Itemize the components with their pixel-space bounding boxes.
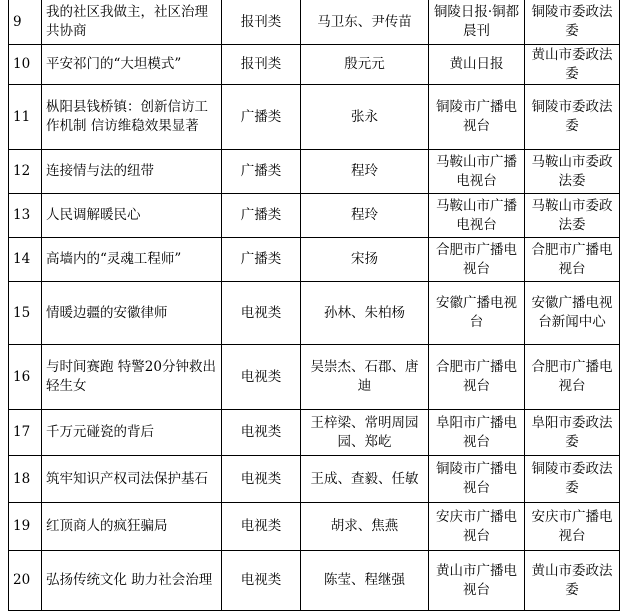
table-row	[9, 194, 620, 238]
recommending-unit: 合肥市广播电视台	[525, 238, 620, 282]
publishing-media: 黄山市广播电视台	[429, 551, 525, 611]
row-number: 19	[9, 503, 42, 551]
work-category: 电视类	[222, 282, 301, 345]
work-category: 电视类	[222, 456, 301, 503]
publishing-media: 铜陵市广播电视台	[429, 85, 525, 150]
table-row	[9, 345, 620, 410]
row-number: 11	[9, 85, 42, 150]
publishing-media: 阜阳市广播电视台	[429, 410, 525, 456]
work-author: 张永	[301, 85, 429, 150]
row-number: 9	[9, 0, 42, 45]
work-author: 殷元元	[301, 45, 429, 85]
table-row	[9, 282, 620, 345]
row-number: 12	[9, 150, 42, 194]
publishing-media: 安徽广播电视台	[429, 282, 525, 345]
recommending-unit: 黄山市委政法委	[525, 551, 620, 611]
table-row	[9, 503, 620, 551]
work-category: 电视类	[222, 345, 301, 410]
work-title: 我的社区我做主，社区治理共协商	[42, 0, 222, 45]
recommending-unit: 安徽广播电视台新闻中心	[525, 282, 620, 345]
work-author: 胡求、焦燕	[301, 503, 429, 551]
recommending-unit: 安庆市广播电视台	[525, 503, 620, 551]
row-number: 20	[9, 551, 42, 611]
publishing-media: 黄山日报	[429, 45, 525, 85]
row-number: 16	[9, 345, 42, 410]
work-author: 马卫东、尹传苗	[301, 0, 429, 45]
table-row	[9, 150, 620, 194]
row-number: 10	[9, 45, 42, 85]
row-number: 18	[9, 456, 42, 503]
table-row	[9, 551, 620, 611]
work-title: 人民调解暖民心	[42, 194, 222, 238]
work-author: 王成、查毅、任敏	[301, 456, 429, 503]
work-title: 与时间赛跑 特警20分钟救出轻生女	[42, 345, 222, 410]
work-category: 报刊类	[222, 0, 301, 45]
table-row	[9, 85, 620, 150]
work-author: 程玲	[301, 194, 429, 238]
work-title: 枞阳县钱桥镇：创新信访工作机制 信访维稳效果显著	[42, 85, 222, 150]
work-author: 孙林、朱柏杨	[301, 282, 429, 345]
work-category: 报刊类	[222, 45, 301, 85]
recommending-unit: 铜陵市委政法委	[525, 456, 620, 503]
work-category: 广播类	[222, 85, 301, 150]
table-row	[9, 410, 620, 456]
publishing-media: 铜陵市广播电视台	[429, 456, 525, 503]
work-author: 宋扬	[301, 238, 429, 282]
recommending-unit: 黄山市委政法委	[525, 45, 620, 85]
publishing-media: 合肥市广播电视台	[429, 345, 525, 410]
table-row	[9, 0, 620, 45]
recommending-unit: 铜陵市委政法委	[525, 0, 620, 45]
work-title: 弘扬传统文化 助力社会治理	[42, 551, 222, 611]
work-category: 广播类	[222, 150, 301, 194]
work-title: 千万元碰瓷的背后	[42, 410, 222, 456]
table-row	[9, 238, 620, 282]
work-author: 吴崇杰、石郡、唐迪	[301, 345, 429, 410]
publishing-media: 安庆市广播电视台	[429, 503, 525, 551]
row-number: 14	[9, 238, 42, 282]
work-author: 王梓梁、常明周园园、郑屹	[301, 410, 429, 456]
work-title: 连接情与法的纽带	[42, 150, 222, 194]
award-list-table	[8, 0, 620, 611]
work-category: 电视类	[222, 551, 301, 611]
work-title: 红顶商人的疯狂骗局	[42, 503, 222, 551]
row-number: 15	[9, 282, 42, 345]
work-category: 广播类	[222, 238, 301, 282]
table-row	[9, 45, 620, 85]
work-title: 情暖边疆的安徽律师	[42, 282, 222, 345]
work-title: 筑牢知识产权司法保护基石	[42, 456, 222, 503]
row-number: 13	[9, 194, 42, 238]
recommending-unit: 合肥市广播电视台	[525, 345, 620, 410]
work-author: 陈莹、程继强	[301, 551, 429, 611]
publishing-media: 马鞍山市广播电视台	[429, 194, 525, 238]
work-category: 电视类	[222, 410, 301, 456]
work-author: 程玲	[301, 150, 429, 194]
recommending-unit: 马鞍山市委政法委	[525, 150, 620, 194]
publishing-media: 马鞍山市广播电视台	[429, 150, 525, 194]
work-title: 高墙内的“灵魂工程师”	[42, 238, 222, 282]
work-category: 广播类	[222, 194, 301, 238]
work-title: 平安祁门的“大坦模式”	[42, 45, 222, 85]
recommending-unit: 阜阳市委政法委	[525, 410, 620, 456]
publishing-media: 铜陵日报·铜都晨刊	[429, 0, 525, 45]
publishing-media: 合肥市广播电视台	[429, 238, 525, 282]
row-number: 17	[9, 410, 42, 456]
recommending-unit: 铜陵市委政法委	[525, 85, 620, 150]
work-category: 电视类	[222, 503, 301, 551]
table-row	[9, 456, 620, 503]
recommending-unit: 马鞍山市委政法委	[525, 194, 620, 238]
